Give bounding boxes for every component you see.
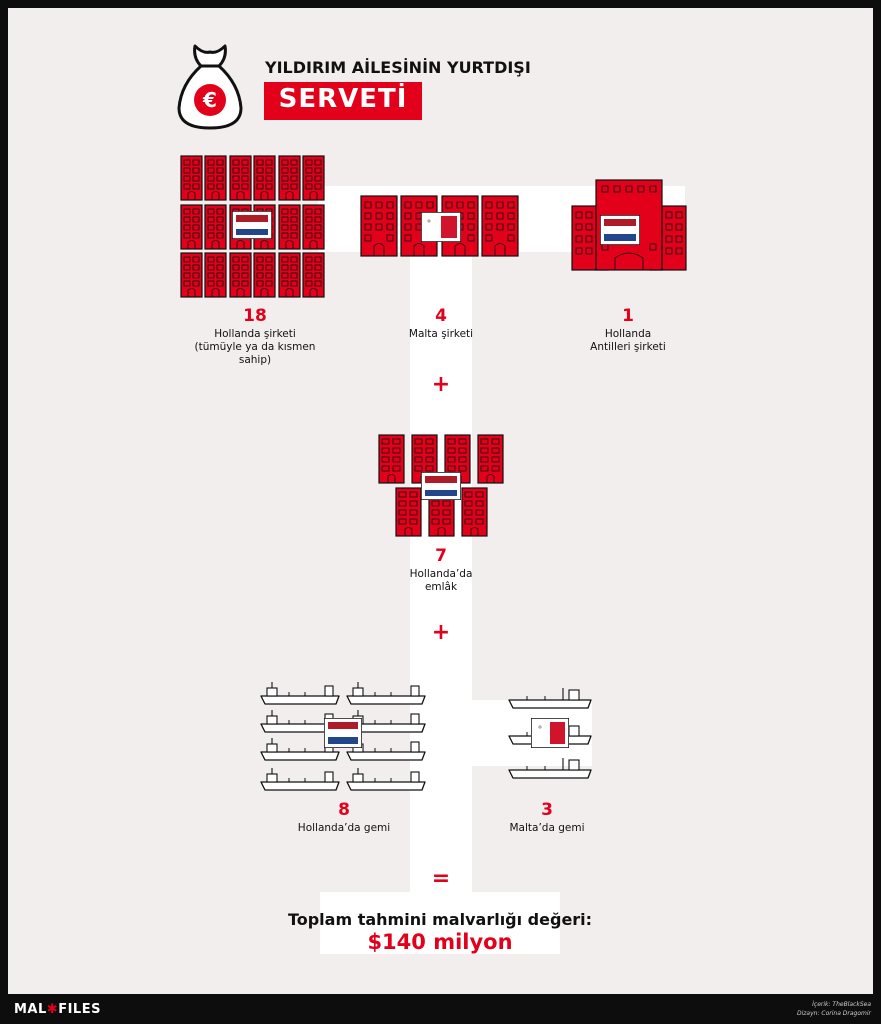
mt-companies-count: 4 — [435, 306, 447, 326]
currency-symbol: € — [203, 88, 217, 112]
credit-content: İçerik: TheBlackSea — [812, 1001, 871, 1008]
plus-sign: + — [431, 372, 451, 397]
nl-companies-count: 18 — [243, 306, 267, 326]
maltese-cross-icon: ✱ — [46, 1002, 59, 1017]
nl-companies-label-line2: (tümüyle ya da kısmen — [194, 341, 316, 353]
an-companies-label-line2: Antilleri şirketi — [590, 341, 666, 353]
malta-flag-icon — [421, 212, 461, 242]
nl-property-count: 7 — [435, 546, 447, 566]
netherlands-flag-icon — [600, 215, 640, 245]
netherlands-flag-icon — [232, 211, 272, 239]
nl-companies-label-line1: Hollanda şirketi — [214, 328, 296, 340]
nl-ships-label: Hollanda’da gemi — [297, 822, 391, 834]
nl-property-label-line1: Hollanda’da — [409, 568, 473, 580]
netherlands-flag-icon — [324, 718, 362, 748]
brand-logo-part2: FILES — [58, 1002, 101, 1017]
equals-sign: = — [431, 866, 451, 891]
plus-sign: + — [431, 620, 451, 645]
nl-ships-count: 8 — [338, 800, 350, 820]
total-label: Toplam tahmini malvarlığı değeri: — [287, 910, 593, 929]
an-companies-label-line1: Hollanda — [604, 328, 652, 340]
credit-design: Dizayn: Corina Dragomir — [797, 1010, 871, 1017]
netherlands-flag-icon — [421, 472, 461, 500]
mt-ships-count: 3 — [541, 800, 553, 820]
money-bag-euro-icon — [175, 42, 245, 134]
an-companies-count: 1 — [622, 306, 634, 326]
title-line1: YILDIRIM AİLESİNİN YURTDIŞI — [265, 58, 531, 77]
brand-logo-part1: MAL — [14, 1002, 47, 1017]
malta-flag-icon — [531, 718, 569, 748]
mt-ships-label: Malta’da gemi — [509, 822, 585, 834]
nl-companies-label-line3: sahip) — [238, 354, 272, 366]
total-value: $140 milyon — [367, 930, 513, 954]
title-line2: SERVETİ — [278, 84, 408, 114]
brand-logo — [14, 1002, 101, 1017]
mt-companies-label: Malta şirketi — [408, 328, 474, 340]
nl-property-label-line2: emlâk — [424, 581, 458, 593]
